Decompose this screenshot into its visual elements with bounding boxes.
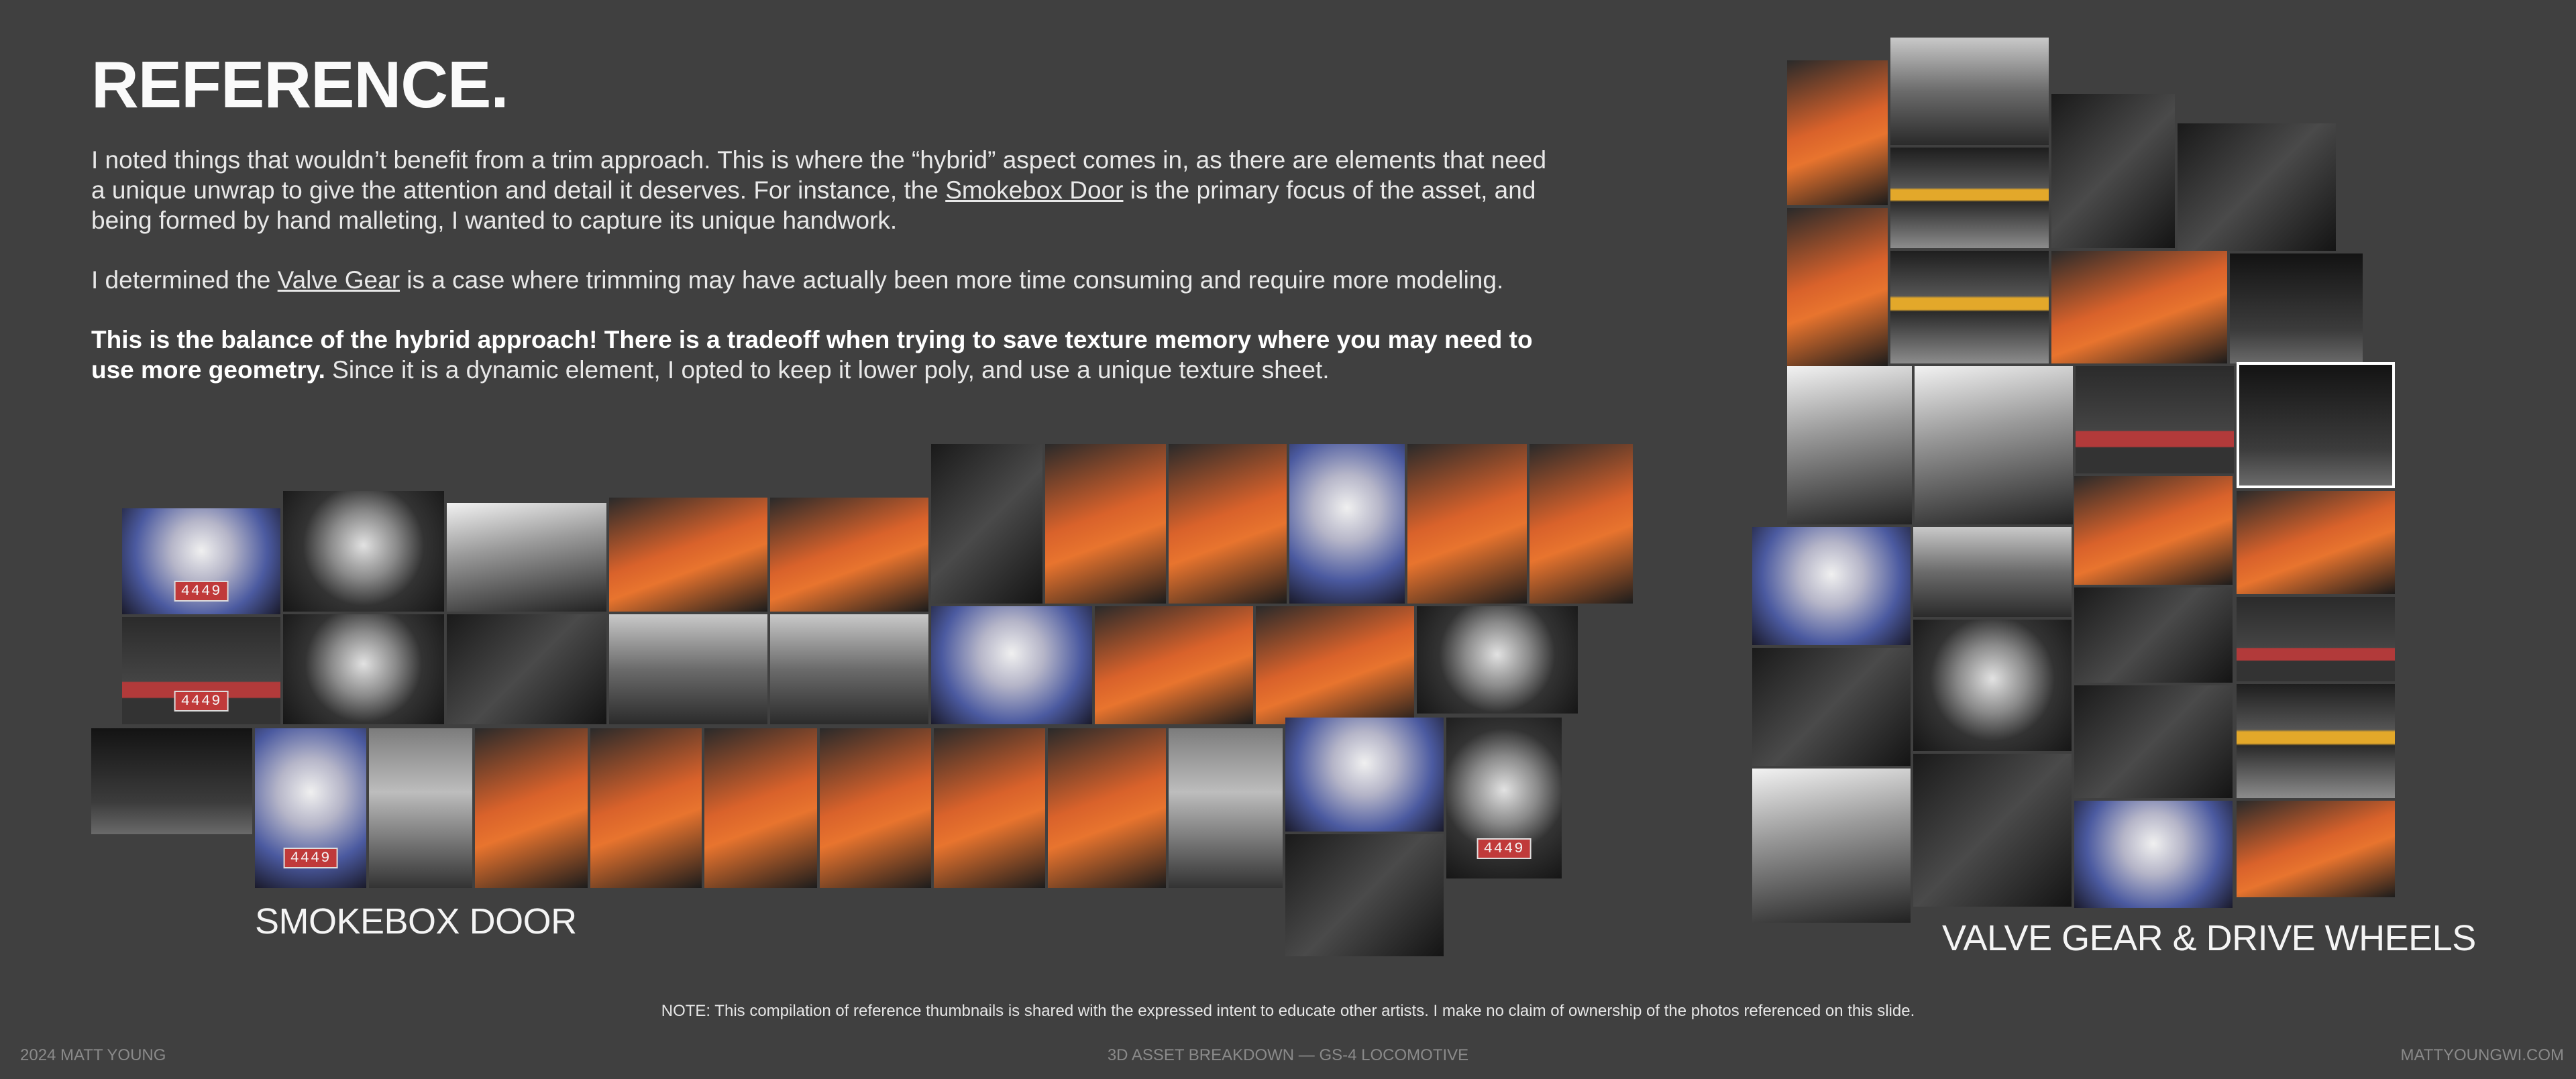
reference-thumbnail [931,606,1092,724]
reference-thumbnail [609,498,767,612]
reference-thumbnail [283,491,444,612]
reference-thumbnail [1169,728,1283,888]
reference-thumbnail [590,728,702,888]
reference-thumbnail [369,728,472,888]
reference-thumbnail [122,617,280,724]
reference-thumbnail [1913,620,2072,751]
reference-thumbnail [1890,38,2049,145]
reference-thumbnail [1169,444,1287,604]
paragraph-3 [91,325,1554,385]
reference-thumbnail [1285,834,1444,956]
paragraph-text: I determined the [91,266,278,294]
reference-thumbnail [2237,684,2395,798]
reference-thumbnail [2051,94,2175,248]
valve-gear-link[interactable]: Valve Gear [277,266,400,294]
reference-thumbnail [1913,527,2072,617]
description [91,145,1554,414]
reference-thumbnail [1285,718,1444,832]
footer-website: MATTYOUNGWI.COM [2400,1046,2564,1064]
footer-author: 2024 MATT YOUNG [20,1046,166,1064]
number-plate: 4449 [174,691,229,712]
paragraph-bold-text: This is the balance of the hybrid approach! There is a tradeoff when trying to save texture memory where you may need to use more geometry. [91,326,1533,384]
smokebox-door-label: SMOKEBOX DOOR [255,901,577,942]
reference-thumbnail [770,614,928,724]
valve-gear-label: VALVE GEAR & DRIVE WHEELS [1942,918,2476,958]
reference-thumbnail [2074,587,2233,683]
reference-thumbnail [1787,60,1888,205]
reference-thumbnail [1045,444,1166,604]
reference-thumbnail [2178,123,2336,251]
number-plate: 4449 [1477,838,1532,859]
number-plate: 4449 [174,581,229,602]
reference-thumbnail [1417,606,1578,714]
reference-thumbnail [1915,366,2073,524]
paragraph-text: Since it is a dynamic element, I opted to keep it lower poly, and use a unique texture sheet. [325,356,1330,384]
reference-thumbnail [931,444,1042,604]
reference-thumbnail [934,728,1045,888]
reference-thumbnail [2237,597,2395,681]
reference-thumbnail [1446,718,1562,878]
footer-project: 3D ASSET BREAKDOWN — GS-4 LOCOMOTIVE [1107,1046,1469,1064]
paragraph-text: I noted things that wouldn’t benefit from a trim approach. This is where the “hybrid” aspect comes in, as there are elements that need a unique unwrap to give the attention and detail it deserves. For instance, the [91,146,1547,204]
paragraph-text: is a case where trimming may have actually been more time consuming and require more modeling. [400,266,1504,294]
reference-thumbnail [1407,444,1527,604]
reference-thumbnail [2237,491,2395,594]
reference-thumbnail [2074,685,2233,798]
reference-thumbnail [1095,606,1253,724]
smokebox-door-link[interactable]: Smokebox Door [945,176,1124,204]
reference-thumbnail [2237,801,2395,897]
paragraph-text: is the primary focus of the asset, and being formed by hand malleting, I wanted to capture its unique handwork. [91,176,1536,234]
paragraph-2 [91,265,1554,295]
reference-thumbnail [122,508,280,614]
page-title: REFERENCE. [91,48,508,121]
paragraph-1 [91,145,1554,235]
reference-thumbnail [475,728,588,888]
reference-thumbnail [1890,251,2049,363]
reference-thumbnail [2074,476,2233,585]
reference-thumbnail [1787,366,1912,524]
reference-thumbnail [1752,769,1911,923]
reference-thumbnail [1752,527,1911,645]
reference-thumbnail [91,728,252,834]
number-plate: 4449 [284,848,338,868]
reference-thumbnail [2237,362,2395,488]
reference-thumbnail [255,728,366,888]
reference-thumbnail [1787,208,1888,366]
reference-thumbnail [447,614,606,724]
reference-thumbnail [1529,444,1633,604]
reference-thumbnail [447,503,606,612]
disclaimer-note: NOTE: This compilation of reference thumbnails is shared with the expressed intent to educate other artists. I make no claim of ownership of the photos referenced on this slide. [661,1002,1915,1020]
reference-thumbnail [1913,754,2072,907]
reference-thumbnail [704,728,817,888]
reference-thumbnail [1256,606,1414,724]
reference-thumbnail [2076,366,2234,473]
reference-thumbnail [2051,251,2227,363]
reference-thumbnail [820,728,931,888]
reference-thumbnail [609,614,767,724]
reference-thumbnail [283,614,444,724]
reference-thumbnail [1048,728,1166,888]
reference-thumbnail [770,498,928,612]
reference-thumbnail [1289,444,1405,604]
reference-thumbnail [2074,801,2233,908]
reference-thumbnail [1752,648,1911,766]
reference-thumbnail [1890,148,2049,248]
reference-thumbnail [2230,253,2363,363]
